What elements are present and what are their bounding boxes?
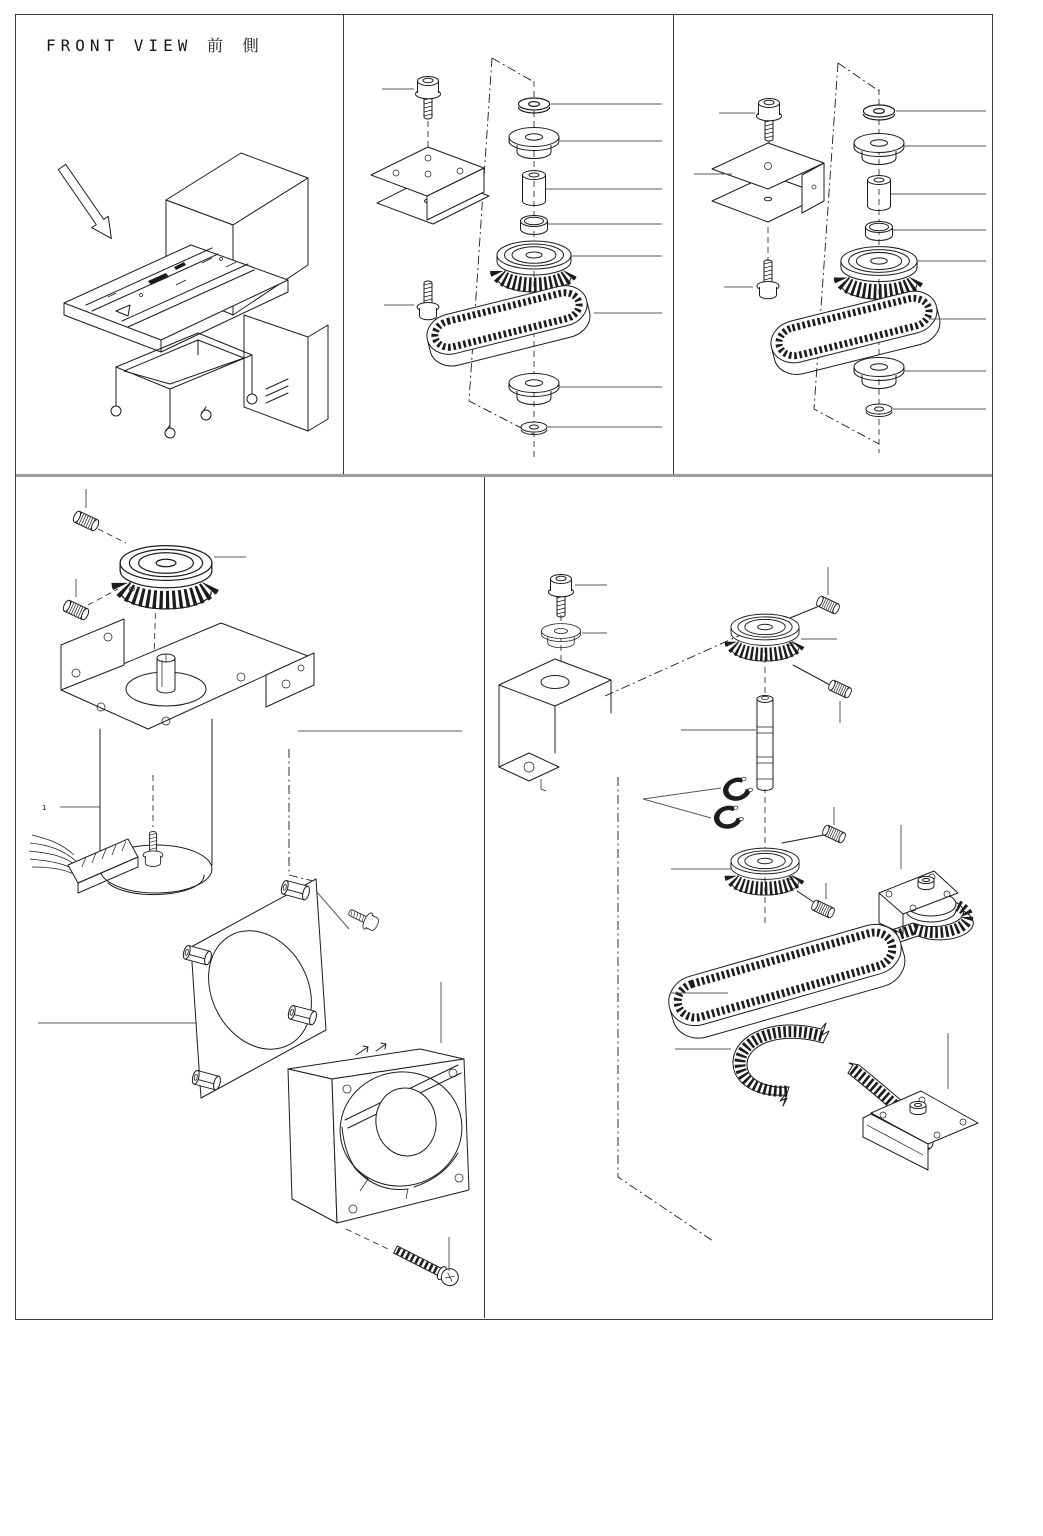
mount-bracket — [371, 147, 489, 224]
drawing-frame — [15, 14, 993, 1320]
panel-drive-shaft-assembly — [485, 477, 993, 1318]
plate-screw — [345, 904, 381, 933]
top-row — [16, 15, 992, 477]
panel-idler-assembly-b — [674, 15, 992, 474]
fan-plate — [189, 879, 332, 1098]
flanged-washer — [542, 624, 581, 648]
timing-pulley — [120, 546, 212, 609]
e-ring — [715, 805, 744, 828]
bearing-ring — [866, 222, 893, 241]
tensioner-bracket — [863, 1091, 978, 1170]
timing-pulley — [731, 614, 799, 661]
cap-screw — [416, 77, 441, 120]
long-screw — [392, 1242, 462, 1289]
setscrew-axis — [88, 589, 118, 605]
phantom-boundary — [605, 633, 745, 1241]
flat-washer — [863, 105, 894, 120]
setscrew-axis — [797, 891, 815, 903]
cabinet — [244, 315, 328, 431]
phantom-boundary — [289, 749, 313, 881]
set-screw — [810, 899, 835, 919]
shaft-bracket — [499, 659, 611, 791]
set-screw — [62, 599, 90, 621]
stud-screw — [417, 281, 439, 320]
set-screw — [72, 510, 100, 532]
bottom-row — [16, 477, 992, 1318]
timing-belt — [663, 918, 911, 1045]
spacer-collar — [523, 171, 546, 206]
caster-wheel — [111, 394, 257, 438]
panel-idler-assembly-a — [344, 15, 674, 474]
caster-cart — [111, 333, 257, 438]
front-view-title: FRONT VIEW 前 側 — [46, 36, 264, 55]
panel-motor-fan-assembly — [16, 477, 485, 1318]
setscrew-axis — [98, 529, 126, 543]
setscrew-axis — [790, 607, 817, 618]
airflow-arrow-icon — [356, 1043, 386, 1055]
cap-screw — [757, 99, 782, 142]
screw-axis — [346, 1229, 388, 1249]
panel-front-view — [16, 15, 344, 474]
machine-isometric-view — [64, 153, 328, 438]
motor-ref-label: 1 — [42, 804, 47, 812]
cap-screw — [549, 575, 574, 618]
setscrew-axis — [793, 665, 830, 685]
leader-line — [643, 788, 721, 818]
axial-fan — [288, 1043, 470, 1223]
flat-washer — [518, 98, 549, 113]
motor-shaft — [157, 654, 175, 693]
set-screw — [821, 824, 846, 844]
stud-screw — [757, 260, 779, 299]
timing-belt-section — [733, 1023, 829, 1106]
motor-bracket — [61, 619, 314, 729]
drive-shaft — [757, 696, 773, 791]
set-screw — [827, 679, 852, 699]
timing-belt — [423, 281, 595, 371]
motor — [100, 719, 212, 895]
step-bracket — [712, 143, 824, 222]
flanged-bushing — [509, 374, 559, 405]
direction-arrow — [58, 164, 111, 238]
leader-line — [316, 891, 349, 929]
e-ring — [723, 776, 753, 801]
set-screw — [815, 595, 840, 615]
setscrew-axis — [782, 835, 824, 843]
